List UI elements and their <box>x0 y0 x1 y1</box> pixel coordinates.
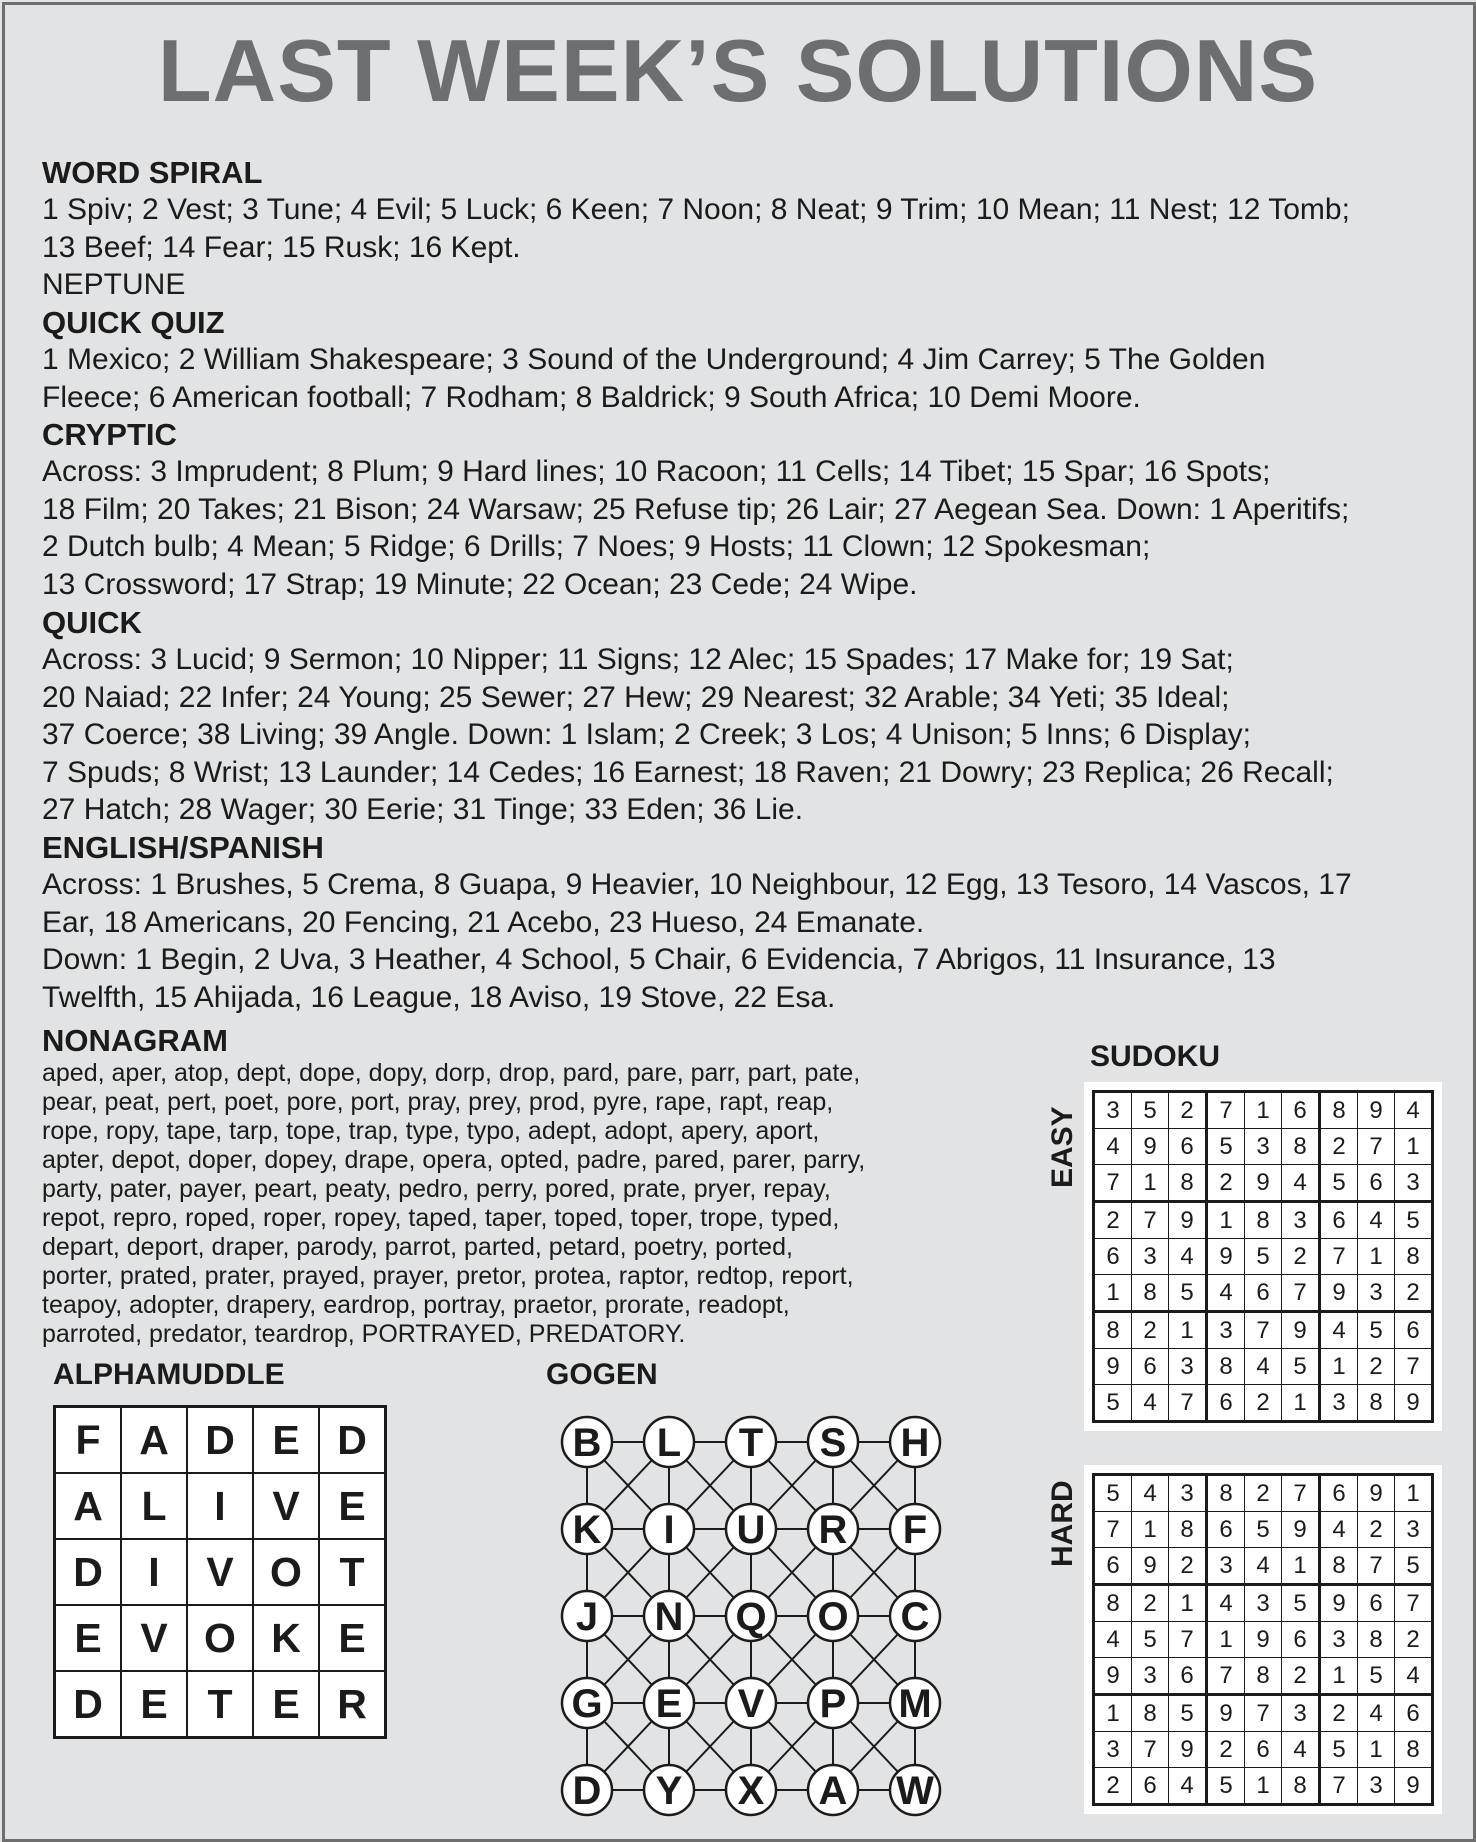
sudoku-cell: 5 <box>1132 1622 1169 1658</box>
nonagram-answers: aped, aper, atop, dept, dope, dopy, dorp, drop, pard, pare, parr, part, pate, pear, peat, pert, poet, pore, port, pray, prey, prod, pyre, rape, rapt, reap, rope, ropy, tape, tarp, tope, trap, type, typo, adept, adopt, apery, aport, apter, depot, doper, dopey, drape, opera, opted, padre, pared, parer, parry, party, pater, payer, peart, peaty, pedro, perry, pored, prate, pryer, repay, repot, repro, roped, roper, ropey, taped, taper, toped, toper, trope, typed, depart, deport, draper, parody, parrot, parted, petard, poetry, ported, porter, prated, prater, prayed, prayer, pretor, protea, raptor, redtop, report, teapoy, adopter, drapery, eardrop, portray, praetor, prorate, readopt, parroted, predator, teardrop, PORTRAYED, PREDATORY. <box>42 1059 866 1348</box>
sudoku-cell: 4 <box>1207 1275 1245 1312</box>
sudoku-cell: 2 <box>1207 1732 1245 1768</box>
sudoku-cell: 3 <box>1094 1732 1132 1768</box>
sudoku-cell: 2 <box>1245 1475 1282 1512</box>
gogen-letter: P <box>819 1682 847 1726</box>
sudoku-cell: 5 <box>1169 1275 1207 1312</box>
sudoku-cell: 5 <box>1207 1768 1245 1805</box>
sudoku-cell: 6 <box>1282 1092 1320 1129</box>
sudoku-cell: 4 <box>1169 1768 1207 1805</box>
sudoku-cell: 4 <box>1094 1622 1132 1658</box>
alphamuddle-cell: O <box>253 1539 319 1605</box>
alphamuddle-heading: ALPHAMUDDLE <box>53 1358 285 1391</box>
gogen-grid <box>545 1400 965 1830</box>
sudoku-cell: 9 <box>1245 1165 1282 1202</box>
sudoku-cell: 9 <box>1320 1275 1358 1312</box>
sudoku-cell: 5 <box>1245 1512 1282 1548</box>
sudoku-cell: 2 <box>1169 1092 1207 1129</box>
sudoku-cell: 8 <box>1169 1165 1207 1202</box>
alphamuddle-cell: V <box>121 1605 187 1671</box>
sudoku-cell: 1 <box>1395 1475 1433 1512</box>
quick-quiz-section <box>42 304 1442 416</box>
gogen-letter: R <box>818 1508 848 1552</box>
sudoku-cell: 2 <box>1320 1129 1358 1165</box>
quick-heading: QUICK <box>42 605 142 640</box>
sudoku-cell: 4 <box>1358 1695 1395 1732</box>
sudoku-cell: 7 <box>1207 1658 1245 1695</box>
sudoku-cell: 3 <box>1245 1585 1282 1622</box>
sudoku-cell: 4 <box>1132 1385 1169 1422</box>
sudoku-cell: 9 <box>1245 1622 1282 1658</box>
alphamuddle-cell: F <box>55 1407 122 1474</box>
sudoku-cell: 8 <box>1395 1239 1433 1275</box>
sudoku-cell: 2 <box>1094 1768 1132 1805</box>
sudoku-cell: 9 <box>1358 1092 1395 1129</box>
sudoku-cell: 6 <box>1094 1239 1132 1275</box>
gogen-letter: U <box>736 1508 766 1552</box>
gogen-letter: D <box>572 1769 602 1813</box>
alphamuddle-cell: O <box>187 1605 253 1671</box>
sudoku-cell: 9 <box>1207 1695 1245 1732</box>
sudoku-cell: 2 <box>1132 1312 1169 1349</box>
sudoku-cell: 9 <box>1395 1768 1433 1805</box>
sudoku-cell: 3 <box>1132 1239 1169 1275</box>
sudoku-cell: 1 <box>1094 1275 1132 1312</box>
sudoku-cell: 9 <box>1094 1658 1132 1695</box>
sudoku-cell: 7 <box>1245 1695 1282 1732</box>
sudoku-cell: 4 <box>1358 1202 1395 1239</box>
alphamuddle-cell: R <box>319 1671 386 1738</box>
sudoku-cell: 8 <box>1094 1312 1132 1349</box>
gogen-letter: N <box>654 1595 684 1639</box>
sudoku-cell: 1 <box>1207 1202 1245 1239</box>
alphamuddle-cell: V <box>187 1539 253 1605</box>
alphamuddle-cell: K <box>253 1605 319 1671</box>
sudoku-cell: 2 <box>1282 1658 1320 1695</box>
quick-section <box>42 604 1442 829</box>
gogen-letter: B <box>572 1421 602 1465</box>
sudoku-cell: 9 <box>1169 1732 1207 1768</box>
sudoku-cell: 7 <box>1094 1512 1132 1548</box>
alphamuddle-cell: E <box>253 1407 319 1474</box>
sudoku-cell: 7 <box>1282 1475 1320 1512</box>
page-title: LAST WEEK’S SOLUTIONS <box>157 21 1319 120</box>
sudoku-cell: 5 <box>1282 1585 1320 1622</box>
sudoku-cell: 7 <box>1358 1129 1395 1165</box>
sudoku-cell: 6 <box>1094 1548 1132 1585</box>
word-spiral-section <box>42 154 1442 304</box>
sudoku-cell: 3 <box>1169 1349 1207 1385</box>
sudoku-cell: 9 <box>1282 1512 1320 1548</box>
sudoku-cell: 9 <box>1094 1349 1132 1385</box>
sudoku-cell: 4 <box>1207 1585 1245 1622</box>
sudoku-cell: 4 <box>1282 1165 1320 1202</box>
sudoku-cell: 8 <box>1132 1695 1169 1732</box>
sudoku-cell: 7 <box>1132 1732 1169 1768</box>
sudoku-cell: 1 <box>1245 1092 1282 1129</box>
gogen-letter: J <box>575 1595 599 1639</box>
sudoku-cell: 6 <box>1395 1312 1433 1349</box>
alphamuddle-cell: V <box>253 1473 319 1539</box>
sudoku-cell: 6 <box>1320 1475 1358 1512</box>
sudoku-cell: 8 <box>1282 1768 1320 1805</box>
alphamuddle-cell: E <box>121 1671 187 1738</box>
gogen-letter: X <box>737 1769 765 1813</box>
sudoku-cell: 6 <box>1320 1202 1358 1239</box>
sudoku-cell: 6 <box>1207 1512 1245 1548</box>
sudoku-cell: 1 <box>1094 1695 1132 1732</box>
english-spanish-answers: Across: 1 Brushes, 5 Crema, 8 Guapa, 9 Heavier, 10 Neighbour, 12 Egg, 13 Tesoro, 14 Vascos, 17 Ear, 18 Americans, 20 Fencing, 21 Acebo, 23 Hueso, 24 Emanate. Down: 1 Begin, 2 Uva, 3 Heather, 4 School, 5 Chair, 6 Evidencia, 7 Abrigos, 11 Insurance, 13 Twelfth, 15 Ahijada, 16 League, 18 Aviso, 19 Stove, 22 Esa. <box>42 868 1352 1014</box>
alphamuddle-cell: L <box>121 1473 187 1539</box>
gogen-letter: E <box>655 1682 683 1726</box>
alphamuddle-cell: I <box>187 1473 253 1539</box>
sudoku-cell: 5 <box>1358 1658 1395 1695</box>
sudoku-cell: 8 <box>1320 1092 1358 1129</box>
sudoku-cell: 4 <box>1320 1312 1358 1349</box>
gogen-letter: I <box>663 1508 675 1552</box>
sudoku-cell: 1 <box>1169 1312 1207 1349</box>
sudoku-easy-grid <box>1084 1082 1442 1431</box>
sudoku-cell: 2 <box>1094 1202 1132 1239</box>
sudoku-cell: 8 <box>1358 1622 1395 1658</box>
word-spiral-answers: 1 Spiv; 2 Vest; 3 Tune; 4 Evil; 5 Luck; 6 Keen; 7 Noon; 8 Neat; 9 Trim; 10 Mean; 11 Nest; 12 Tomb; 13 Beef; 14 Fear; 15 Rusk; 16 Kept. NEPTUNE <box>42 193 1350 301</box>
alphamuddle-cell: E <box>55 1605 122 1671</box>
sudoku-cell: 4 <box>1395 1658 1433 1695</box>
sudoku-cell: 5 <box>1094 1385 1132 1422</box>
sudoku-cell: 9 <box>1358 1475 1395 1512</box>
gogen-letter: L <box>656 1421 682 1465</box>
sudoku-cell: 5 <box>1395 1202 1433 1239</box>
sudoku-cell: 3 <box>1395 1165 1433 1202</box>
quick-answers: Across: 3 Lucid; 9 Sermon; 10 Nipper; 11 Signs; 12 Alec; 15 Spades; 17 Make for; 19 Sat; 20 Naiad; 22 Infer; 24 Young; 25 Sewer; 27 Hew; 29 Nearest; 32 Arable; 34 Yeti; 35 Ideal; 37 Coerce; 38 Living; 39 Angle. Down: 1 Islam; 2 Creek; 3 Los; 4 Unison; 5 Inns; 6 Display; 7 Spuds; 8 Wrist; 13 Launder; 14 Cedes; 16 Earnest; 18 Raven; 21 Dowry; 23 Replica; 26 Recall; 27 Hatch; 28 Wager; 30 Eerie; 31 Tinge; 33 Eden; 36 Lie. <box>42 643 1334 826</box>
sudoku-cell: 1 <box>1282 1548 1320 1585</box>
alphamuddle-cell: E <box>253 1671 319 1738</box>
sudoku-cell: 1 <box>1320 1658 1358 1695</box>
sudoku-cell: 6 <box>1358 1585 1395 1622</box>
sudoku-cell: 4 <box>1094 1129 1132 1165</box>
sudoku-cell: 7 <box>1094 1165 1132 1202</box>
gogen-letter: Y <box>655 1769 683 1813</box>
sudoku-cell: 9 <box>1282 1312 1320 1349</box>
sudoku-cell: 2 <box>1245 1385 1282 1422</box>
quick-quiz-answers: 1 Mexico; 2 William Shakespeare; 3 Sound of the Underground; 4 Jim Carrey; 5 The Golden Fleece; 6 American football; 7 Rodham; 8 Baldrick; 9 South Africa; 10 Demi Moore. <box>42 343 1266 414</box>
alphamuddle-cell: I <box>121 1539 187 1605</box>
sudoku-cell: 8 <box>1207 1475 1245 1512</box>
sudoku-heading: SUDOKU <box>1090 1040 1221 1073</box>
sudoku-cell: 3 <box>1358 1768 1395 1805</box>
sudoku-cell: 6 <box>1282 1622 1320 1658</box>
gogen-letter: T <box>738 1421 764 1465</box>
sudoku-cell: 5 <box>1320 1732 1358 1768</box>
sudoku-cell: 9 <box>1207 1239 1245 1275</box>
sudoku-cell: 5 <box>1207 1129 1245 1165</box>
sudoku-cell: 7 <box>1169 1622 1207 1658</box>
sudoku-cell: 6 <box>1132 1349 1169 1385</box>
sudoku-cell: 2 <box>1132 1585 1169 1622</box>
gogen-letter: W <box>896 1769 934 1813</box>
sudoku-cell: 6 <box>1245 1732 1282 1768</box>
sudoku-cell: 3 <box>1358 1275 1395 1312</box>
cryptic-section <box>42 416 1442 603</box>
alphamuddle-cell: E <box>319 1605 386 1671</box>
sudoku-cell: 8 <box>1245 1202 1282 1239</box>
gogen-letter: G <box>571 1682 603 1726</box>
alphamuddle-cell: A <box>121 1407 187 1474</box>
sudoku-cell: 3 <box>1320 1622 1358 1658</box>
sudoku-cell: 8 <box>1094 1585 1132 1622</box>
english-spanish-section <box>42 829 1442 1016</box>
sudoku-cell: 8 <box>1358 1385 1395 1422</box>
sudoku-cell: 7 <box>1132 1202 1169 1239</box>
sudoku-cell: 7 <box>1320 1239 1358 1275</box>
cryptic-answers: Across: 3 Imprudent; 8 Plum; 9 Hard lines; 10 Racoon; 11 Cells; 14 Tibet; 15 Spar; 16 Spots; 18 Film; 20 Takes; 21 Bison; 24 Warsaw; 25 Refuse tip; 26 Lair; 27 Aegean Sea. Down: 1 Aperitifs; 2 Dutch bulb; 4 Mean; 5 Ridge; 6 Drills; 7 Noes; 9 Hosts; 11 Clown; 12 Spokesman; 13 Crossword; 17 Strap; 19 Minute; 22 Ocean; 23 Cede; 24 Wipe. <box>42 455 1350 601</box>
sudoku-cell: 4 <box>1395 1092 1433 1129</box>
sudoku-cell: 5 <box>1094 1475 1132 1512</box>
sudoku-cell: 2 <box>1169 1548 1207 1585</box>
sudoku-cell: 8 <box>1169 1512 1207 1548</box>
sudoku-hard-label: HARD <box>1046 1480 1079 1567</box>
sudoku-cell: 5 <box>1282 1349 1320 1385</box>
sudoku-cell: 1 <box>1169 1585 1207 1622</box>
sudoku-cell: 8 <box>1207 1349 1245 1385</box>
alphamuddle-grid <box>53 1405 387 1739</box>
gogen-letter: Q <box>735 1595 767 1639</box>
gogen-letter: F <box>902 1508 928 1552</box>
sudoku-cell: 8 <box>1132 1275 1169 1312</box>
alphamuddle-cell: D <box>55 1539 122 1605</box>
sudoku-cell: 3 <box>1395 1512 1433 1548</box>
sudoku-cell: 1 <box>1358 1732 1395 1768</box>
english-spanish-heading: ENGLISH/SPANISH <box>42 830 324 865</box>
sudoku-cell: 7 <box>1282 1275 1320 1312</box>
gogen-letter: O <box>817 1595 849 1639</box>
sudoku-cell: 2 <box>1358 1512 1395 1548</box>
sudoku-cell: 5 <box>1395 1548 1433 1585</box>
sudoku-easy-label: EASY <box>1046 1106 1079 1188</box>
sudoku-cell: 4 <box>1245 1548 1282 1585</box>
gogen-letter: S <box>819 1421 847 1465</box>
sudoku-cell: 8 <box>1395 1732 1433 1768</box>
alphamuddle-cell: D <box>319 1407 386 1474</box>
sudoku-cell: 6 <box>1245 1275 1282 1312</box>
sudoku-cell: 2 <box>1207 1165 1245 1202</box>
sudoku-cell: 3 <box>1094 1092 1132 1129</box>
sudoku-cell: 8 <box>1282 1129 1320 1165</box>
sudoku-cell: 3 <box>1245 1129 1282 1165</box>
sudoku-cell: 4 <box>1132 1475 1169 1512</box>
sudoku-cell: 6 <box>1207 1385 1245 1422</box>
sudoku-cell: 2 <box>1358 1349 1395 1385</box>
sudoku-hard-grid <box>1084 1465 1442 1814</box>
sudoku-cell: 9 <box>1169 1202 1207 1239</box>
sudoku-cell: 7 <box>1169 1385 1207 1422</box>
sudoku-cell: 9 <box>1132 1548 1169 1585</box>
sudoku-cell: 3 <box>1169 1475 1207 1512</box>
sudoku-cell: 1 <box>1282 1385 1320 1422</box>
quick-quiz-heading: QUICK QUIZ <box>42 305 225 340</box>
alphamuddle-cell: E <box>319 1473 386 1539</box>
gogen-letter: C <box>900 1595 930 1639</box>
sudoku-cell: 9 <box>1395 1385 1433 1422</box>
sudoku-cell: 6 <box>1169 1658 1207 1695</box>
sudoku-cell: 1 <box>1132 1512 1169 1548</box>
sudoku-cell: 1 <box>1245 1768 1282 1805</box>
sudoku-cell: 3 <box>1282 1695 1320 1732</box>
sudoku-cell: 7 <box>1358 1548 1395 1585</box>
alphamuddle-cell: T <box>319 1539 386 1605</box>
sudoku-cell: 3 <box>1207 1548 1245 1585</box>
sudoku-cell: 6 <box>1169 1129 1207 1165</box>
sudoku-cell: 5 <box>1245 1239 1282 1275</box>
alphamuddle-cell: D <box>55 1671 122 1738</box>
sudoku-cell: 2 <box>1395 1275 1433 1312</box>
alphamuddle-cell: D <box>187 1407 253 1474</box>
word-spiral-heading: WORD SPIRAL <box>42 155 263 190</box>
sudoku-cell: 8 <box>1320 1548 1358 1585</box>
sudoku-cell: 2 <box>1282 1239 1320 1275</box>
sudoku-cell: 5 <box>1358 1312 1395 1349</box>
sudoku-cell: 3 <box>1282 1202 1320 1239</box>
sudoku-cell: 4 <box>1320 1512 1358 1548</box>
sudoku-cell: 4 <box>1282 1732 1320 1768</box>
sudoku-cell: 1 <box>1320 1349 1358 1385</box>
gogen-letter: M <box>898 1682 932 1726</box>
cryptic-heading: CRYPTIC <box>42 417 177 452</box>
sudoku-cell: 1 <box>1132 1165 1169 1202</box>
sudoku-cell: 1 <box>1207 1622 1245 1658</box>
sudoku-cell: 6 <box>1395 1695 1433 1732</box>
sudoku-cell: 1 <box>1395 1129 1433 1165</box>
gogen-letter: V <box>737 1682 765 1726</box>
sudoku-cell: 4 <box>1245 1349 1282 1385</box>
sudoku-cell: 7 <box>1320 1768 1358 1805</box>
gogen-letter: A <box>818 1769 848 1813</box>
sudoku-cell: 3 <box>1320 1385 1358 1422</box>
gogen-heading: GOGEN <box>546 1358 658 1391</box>
gogen-letter: H <box>900 1421 930 1465</box>
sudoku-cell: 7 <box>1395 1349 1433 1385</box>
alphamuddle-cell: A <box>55 1473 122 1539</box>
sudoku-cell: 7 <box>1395 1585 1433 1622</box>
nonagram-heading: NONAGRAM <box>42 1023 228 1058</box>
sudoku-cell: 5 <box>1132 1092 1169 1129</box>
sudoku-cell: 2 <box>1395 1622 1433 1658</box>
sudoku-cell: 7 <box>1245 1312 1282 1349</box>
sudoku-cell: 9 <box>1132 1129 1169 1165</box>
sudoku-cell: 7 <box>1207 1092 1245 1129</box>
sudoku-cell: 4 <box>1169 1239 1207 1275</box>
sudoku-cell: 2 <box>1320 1695 1358 1732</box>
sudoku-cell: 6 <box>1358 1165 1395 1202</box>
sudoku-cell: 6 <box>1132 1768 1169 1805</box>
sudoku-cell: 1 <box>1358 1239 1395 1275</box>
alphamuddle-cell: T <box>187 1671 253 1738</box>
sudoku-cell: 9 <box>1320 1585 1358 1622</box>
gogen-letter: K <box>572 1508 602 1552</box>
sudoku-cell: 5 <box>1320 1165 1358 1202</box>
sudoku-cell: 3 <box>1207 1312 1245 1349</box>
sudoku-cell: 8 <box>1245 1658 1282 1695</box>
sudoku-cell: 5 <box>1169 1695 1207 1732</box>
sudoku-cell: 3 <box>1132 1658 1169 1695</box>
